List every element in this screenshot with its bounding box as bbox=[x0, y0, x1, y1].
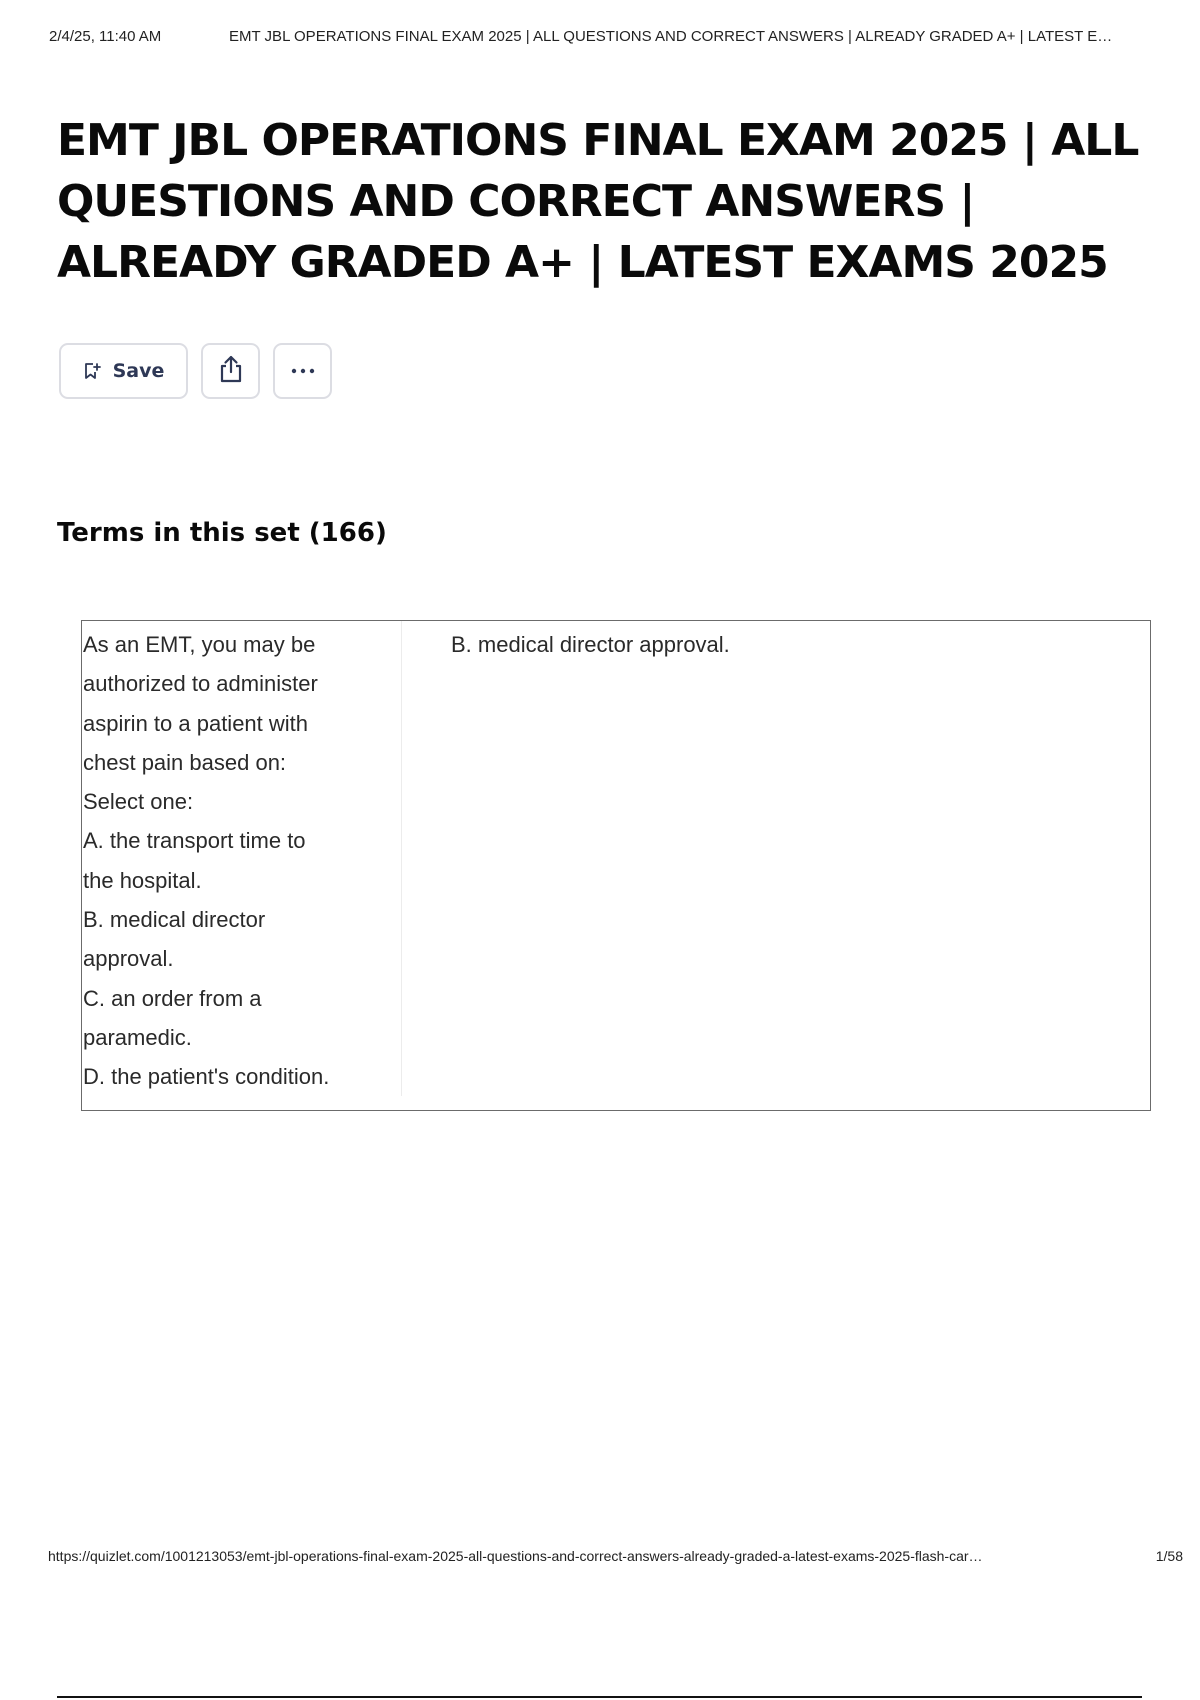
print-header bbox=[49, 28, 1180, 50]
term-card bbox=[81, 620, 1151, 1111]
more-horizontal-icon bbox=[289, 364, 317, 379]
term-line: Select one: bbox=[83, 789, 194, 815]
term-text bbox=[82, 621, 402, 1096]
bottom-rule bbox=[57, 1696, 1142, 1698]
term-line: approval. bbox=[83, 946, 174, 972]
page-title-line: EMT JBL OPERATIONS FINAL EXAM 2025 | ALL bbox=[57, 115, 1139, 166]
term-line: chest pain based on: bbox=[83, 749, 287, 775]
term-line: the hospital. bbox=[83, 867, 202, 893]
terms-heading: Terms in this set (166) bbox=[57, 518, 387, 548]
definition-text: B. medical director approval. bbox=[451, 632, 730, 657]
save-bookmark-icon bbox=[83, 362, 101, 380]
page-title bbox=[57, 110, 1157, 293]
term-line: C. an order from a bbox=[83, 985, 262, 1011]
print-url: https://quizlet.com/1001213053/emt-jbl-operations-final-exam-2025-all-questions-and-correct-answers-already-graded-a-latest-exams-2025-flash-car… bbox=[48, 1548, 983, 1564]
print-page-number: 1/58 bbox=[1155, 1548, 1183, 1564]
term-line: aspirin to a patient with bbox=[83, 710, 309, 736]
print-date: 2/4/25, 11:40 AM bbox=[49, 28, 162, 45]
term-line: authorized to administer bbox=[83, 671, 318, 697]
print-doc-title: EMT JBL OPERATIONS FINAL EXAM 2025 | ALL QUESTIONS AND CORRECT ANSWERS | ALREADY GRADED A+ | LATEST E… bbox=[229, 28, 1113, 45]
term-line: D. the patient's condition. bbox=[83, 1064, 330, 1090]
term-line: paramedic. bbox=[83, 1024, 192, 1050]
page-title-line: ALREADY GRADED A+ | LATEST EXAMS 2025 bbox=[57, 237, 1108, 288]
term-line: B. medical director bbox=[83, 907, 266, 933]
term-line: As an EMT, you may be bbox=[83, 632, 316, 657]
more-options-button[interactable] bbox=[273, 343, 332, 399]
share-button[interactable] bbox=[201, 343, 260, 399]
print-footer bbox=[48, 1548, 1183, 1570]
save-button-label: Save bbox=[112, 360, 165, 382]
term-line: A. the transport time to bbox=[83, 828, 306, 854]
save-button[interactable] bbox=[59, 343, 188, 399]
share-icon bbox=[217, 354, 245, 388]
page-title-line: QUESTIONS AND CORRECT ANSWERS | bbox=[57, 176, 975, 227]
